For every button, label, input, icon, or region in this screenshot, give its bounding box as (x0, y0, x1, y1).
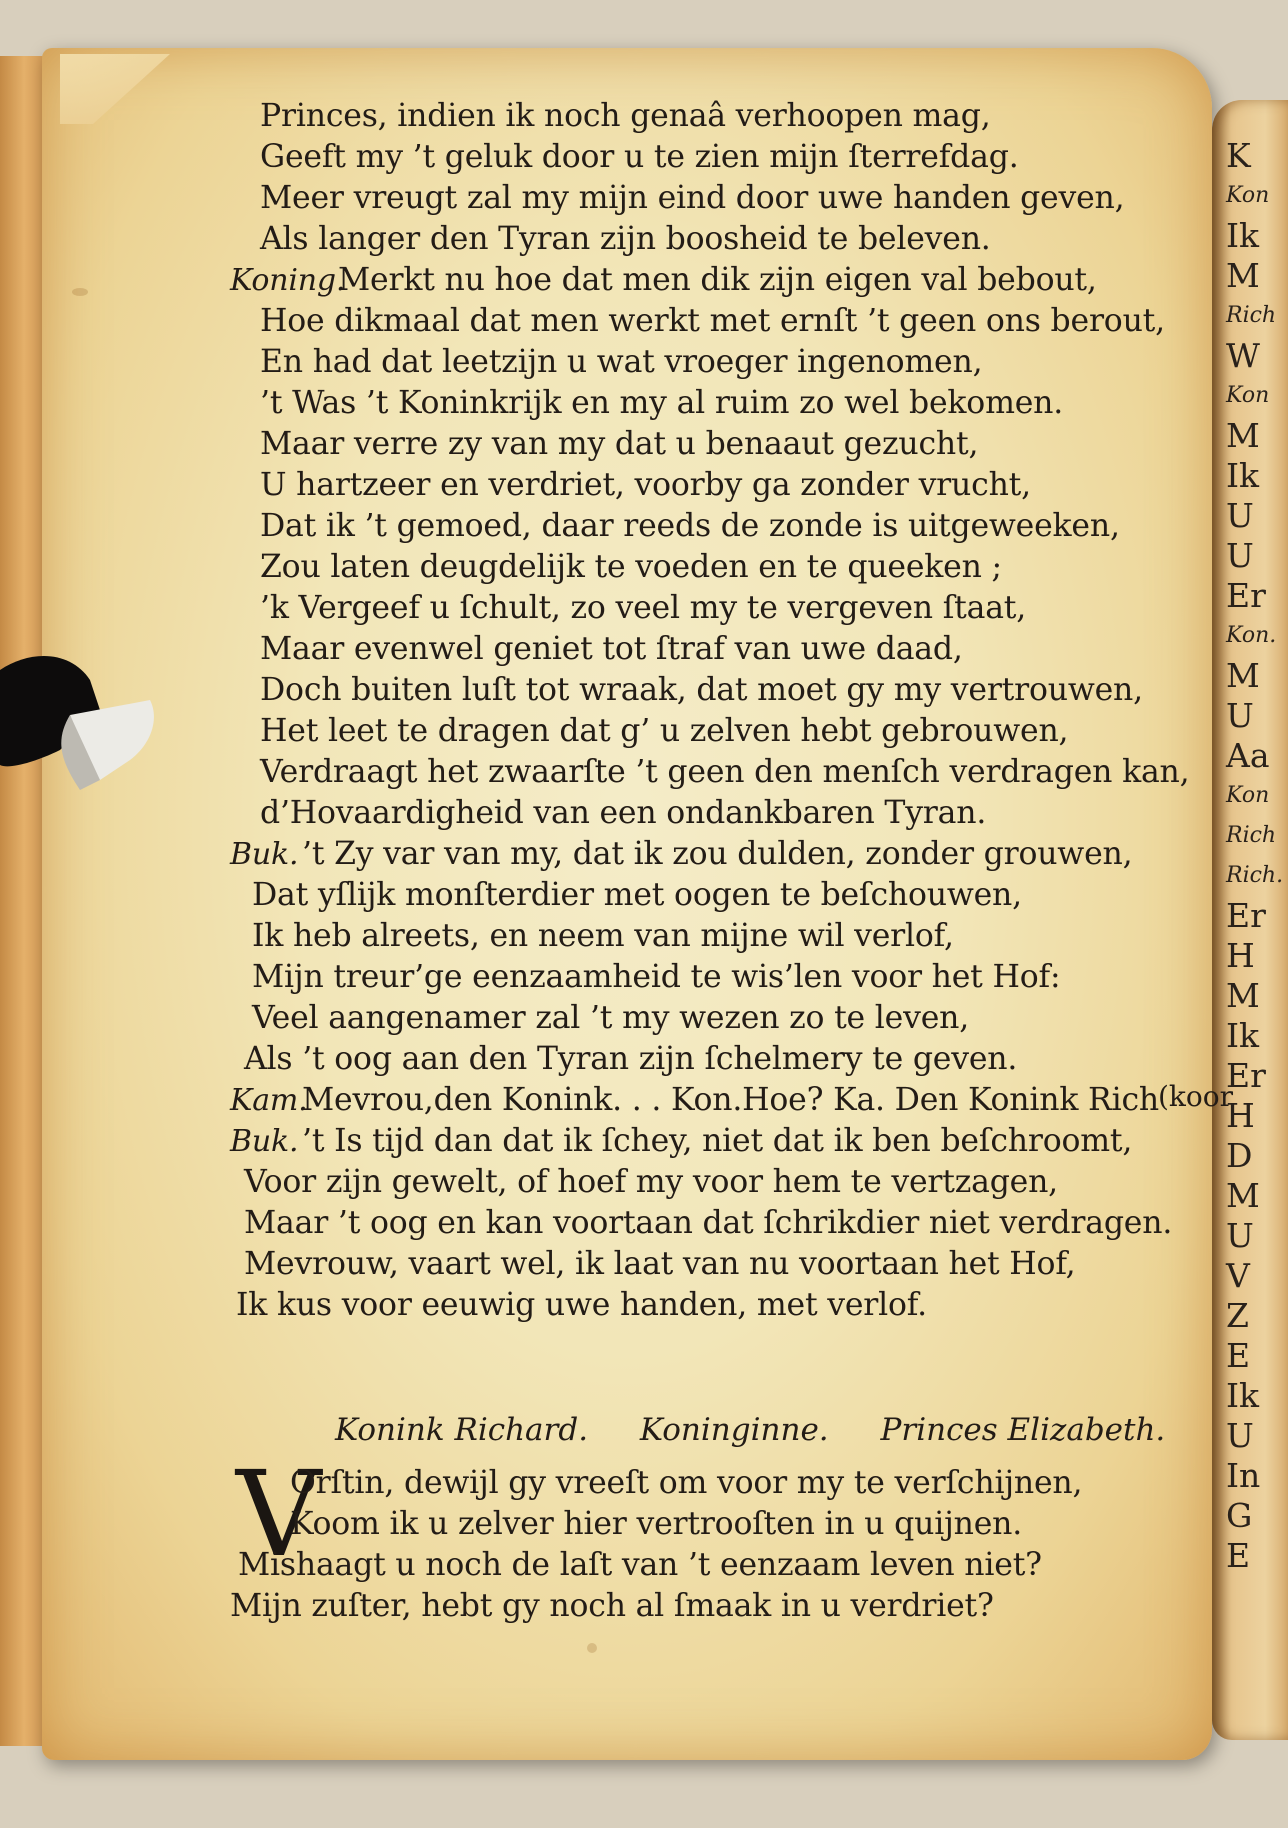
verse-line (230, 793, 1230, 834)
facing-page-fragment: H (1226, 1096, 1255, 1135)
verse-text: Veel aangenamer zal ’t my wezen zo te leven, (252, 1000, 970, 1036)
verse-text: Maar verre zy van my dat u benaaut gezucht, (260, 426, 979, 462)
verse-text: Maar evenwel geniet tot ſtraf van uwe daad, (260, 631, 963, 667)
facing-page-fragment: Rich (1226, 823, 1277, 848)
drop-cap: V (236, 1445, 322, 1583)
facing-page-fragment: Kon (1226, 783, 1270, 808)
verse-line (230, 1080, 1230, 1121)
facing-page-fragment: U (1226, 1416, 1254, 1455)
facing-page-fragment: K (1226, 136, 1251, 175)
verse-line (230, 998, 1230, 1039)
verse-line (230, 1162, 1230, 1203)
facing-page-fragment: Kon. (1226, 623, 1277, 648)
verse-line (230, 875, 1230, 916)
scene-character-3: Princes Elizabeth. (880, 1412, 1166, 1448)
bookmark-ribbon (0, 640, 160, 810)
verse-line (230, 1504, 1230, 1545)
facing-page-fragment: M (1226, 656, 1260, 695)
verse-text: Voor zijn gewelt, of hoef my voor hem te vertzagen, (244, 1164, 1058, 1200)
facing-page-text-column (1226, 136, 1283, 1576)
speaker-label: Koning. (230, 263, 346, 298)
verse-text: Princes, indien ik noch genaâ verhoopen mag, (260, 98, 991, 134)
speaker-label: Buk. (230, 837, 299, 872)
facing-page-fragment: Kon (1226, 183, 1270, 208)
verse-text: Dat ik ’t gemoed, daar reeds de zonde is uitgeweeken, (260, 508, 1120, 544)
verse-block (230, 96, 1230, 1326)
facing-page-fragment: M (1226, 976, 1260, 1015)
facing-page-fragment: Er (1226, 1056, 1266, 1095)
ink-spot (587, 1643, 597, 1653)
verse-line (230, 834, 1230, 875)
speaker-label: Buk. (230, 1124, 299, 1159)
facing-page-fragment: W (1226, 336, 1260, 375)
facing-page-fragment: Aa (1226, 736, 1270, 775)
facing-page-fragment: Rich. (1226, 863, 1284, 888)
verse-line (230, 137, 1230, 178)
verse-text: d’Hovaardigheid van een ondankbaren Tyran. (260, 795, 987, 831)
facing-page-fragment: D (1226, 1136, 1253, 1175)
verse-text: ’t Zy var van my, dat ik zou dulden, zonder grouwen, (302, 836, 1133, 872)
facing-page-fragment: G (1226, 1496, 1253, 1535)
facing-page-fragment: Z (1226, 1296, 1249, 1335)
side-note: (koor (1158, 1080, 1233, 1113)
facing-page-fragment: U (1226, 496, 1254, 535)
verse-text: Mishaagt u noch de laſt van ’t eenzaam leven niet? (238, 1547, 1042, 1583)
facing-page-fragment: Rich (1226, 303, 1277, 328)
verse-line (230, 1203, 1230, 1244)
verse-line (230, 219, 1230, 260)
verse-line (230, 178, 1230, 219)
verse-line (230, 629, 1230, 670)
verse-text: Mijn treur’ge eenzaamheid te wis’len voor het Hof: (252, 959, 1061, 995)
verse-text: Dat yſlijk monſterdier met oogen te beſchouwen, (252, 877, 1022, 913)
verse-line (230, 1039, 1230, 1080)
scene-verse-block (230, 1463, 1230, 1627)
verse-text: Mevrou,den Konink. . . Kon.Hoe? Ka. Den Konink Rich (302, 1082, 1159, 1118)
scene-character-2: Koninginne. (639, 1412, 829, 1448)
verse-line (230, 96, 1230, 137)
scene-character-1: Konink Richard. (335, 1412, 589, 1448)
verse-text: ’t Is tijd dan dat ik ſchey, niet dat ik ben beſchroomt, (302, 1123, 1133, 1159)
verse-line (230, 424, 1230, 465)
facing-page-fragment: U (1226, 536, 1254, 575)
facing-page-fragment: Ik (1226, 216, 1260, 255)
verse-line (230, 301, 1230, 342)
verse-text: Hoe dikmaal dat men werkt met ernſt ’t geen ons berout, (260, 303, 1165, 339)
verse-text: Mevrouw, vaart wel, ik laat van nu voortaan het Hof, (244, 1246, 1076, 1282)
verse-line (230, 1586, 1230, 1627)
facing-page-fragment: Ik (1226, 1016, 1260, 1055)
verse-line (230, 506, 1230, 547)
verse-text: Orſtin, dewijl gy vreeſt om voor my te verſchijnen, (290, 1465, 1083, 1501)
verse-line (230, 711, 1230, 752)
facing-page-fragment: Ik (1226, 1376, 1260, 1415)
verse-line (230, 260, 1230, 301)
verse-text: U hartzeer en verdriet, voorby ga zonder vrucht, (260, 467, 1031, 503)
verse-text: Meer vreugt zal my mijn eind door uwe handen geven, (260, 180, 1125, 216)
facing-page-fragment: E (1226, 1536, 1251, 1575)
facing-page-fragment: U (1226, 1216, 1254, 1255)
verse-line (230, 588, 1230, 629)
facing-page-fragment: In (1226, 1456, 1261, 1495)
verse-line (230, 916, 1230, 957)
verse-text: Het leet te dragen dat g’ u zelven hebt gebrouwen, (260, 713, 1069, 749)
verse-text: Maar ’t oog en kan voortaan dat ſchrikdier niet verdragen. (244, 1205, 1173, 1241)
verse-text: ’t Was ’t Koninkrijk en my al ruim zo wel bekomen. (260, 385, 1064, 421)
facing-page-fragment: E (1226, 1336, 1251, 1375)
verse-text: Koom ik u zelver hier vertrooſten in u quijnen. (290, 1506, 1023, 1542)
verse-text: ’k Vergeef u ſchult, zo veel my te vergeven ſtaat, (260, 590, 1027, 626)
facing-page-fragment: Ik (1226, 456, 1260, 495)
facing-page-fragment: Kon (1226, 383, 1270, 408)
facing-page-fragment: U (1226, 696, 1254, 735)
verse-text: Mijn zuſter, hebt gy noch al ſmaak in u verdriet? (230, 1588, 994, 1624)
verse-text: Merkt nu hoe dat men dik zijn eigen val bebout, (338, 262, 1097, 298)
facing-page-fragment: M (1226, 1176, 1260, 1215)
speaker-label: Kam. (230, 1083, 308, 1118)
verse-text: Geeft my ’t geluk door u te zien mijn ſterrefdag. (260, 139, 1019, 175)
facing-page-fragment: Er (1226, 896, 1266, 935)
scene-heading (335, 1412, 1207, 1448)
ink-spot (72, 288, 88, 296)
verse-text: Verdraagt het zwaarſte ’t geen den menſch verdragen kan, (260, 754, 1190, 790)
verse-line (230, 1463, 1230, 1504)
verse-text: Doch buiten luſt tot wraak, dat moet gy my vertrouwen, (260, 672, 1143, 708)
verse-line (230, 670, 1230, 711)
verse-text: Ik kus voor eeuwig uwe handen, met verlof. (236, 1287, 927, 1323)
facing-page-fragment: Er (1226, 576, 1266, 615)
verse-text: Zou laten deugdelijk te voeden en te queeken ; (260, 549, 1002, 585)
verse-line (230, 752, 1230, 793)
verse-text: Als ’t oog aan den Tyran zijn ſchelmery te geven. (244, 1041, 1018, 1077)
facing-page-fragment: M (1226, 416, 1260, 455)
facing-page-fragment: M (1226, 256, 1260, 295)
verse-text: Als langer den Tyran zijn boosheid te beleven. (260, 221, 991, 257)
verse-line (230, 547, 1230, 588)
facing-page-fragment: H (1226, 936, 1255, 975)
verse-line (230, 1244, 1230, 1285)
verse-line (230, 383, 1230, 424)
verse-text: Ik heb alreets, en neem van mijne wil verlof, (252, 918, 954, 954)
verse-line (230, 465, 1230, 506)
facing-page-fragment: V (1226, 1256, 1250, 1295)
verse-text: En had dat leetzijn u wat vroeger ingenomen, (260, 344, 983, 380)
verse-line (230, 957, 1230, 998)
verse-line (230, 1121, 1230, 1162)
verse-line (230, 1545, 1230, 1586)
verse-line (230, 1285, 1230, 1326)
verse-line (230, 342, 1230, 383)
